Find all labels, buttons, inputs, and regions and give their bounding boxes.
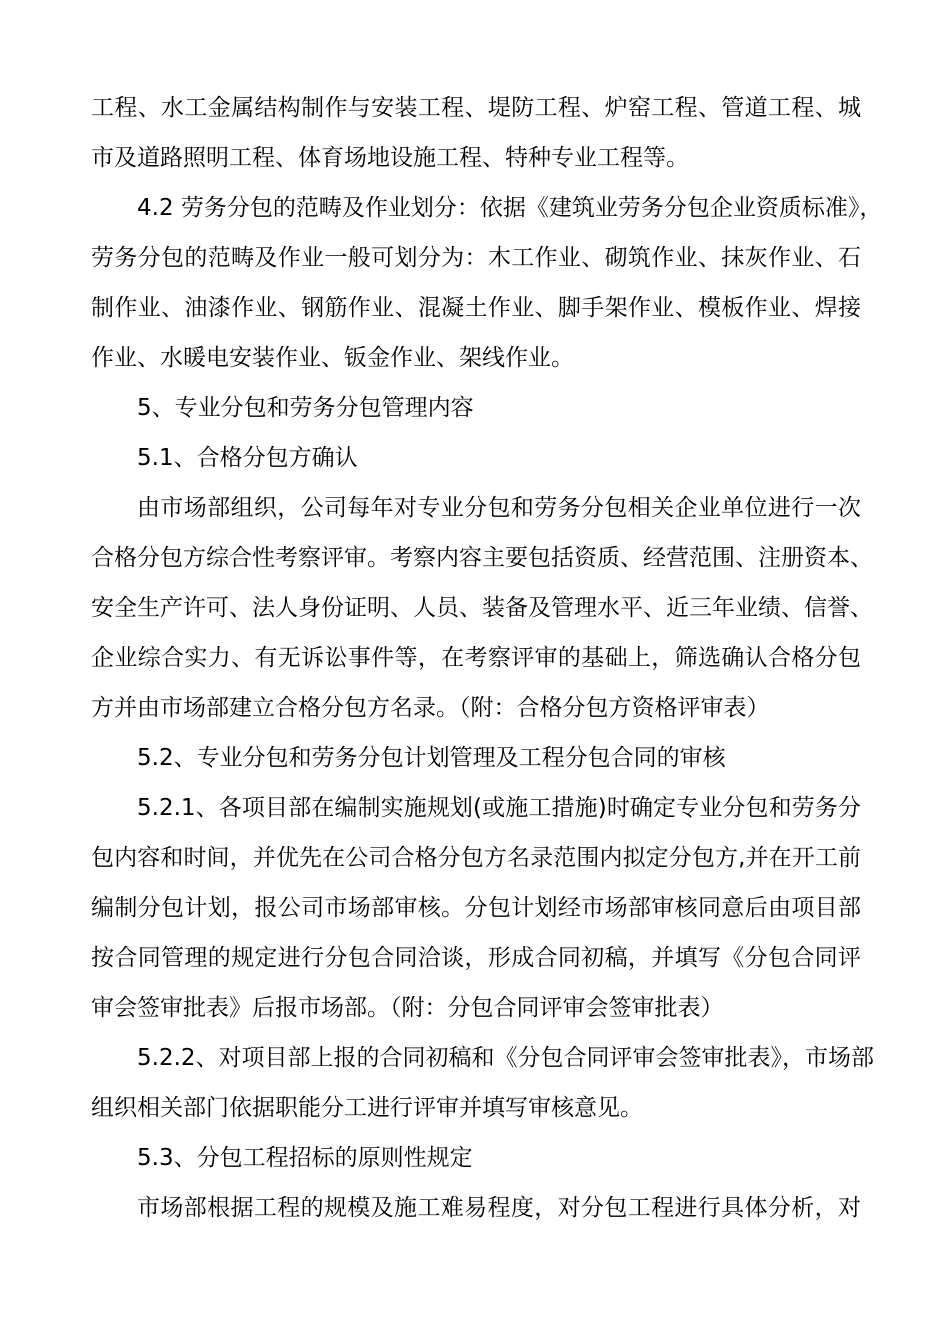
- text-line: 包内容和时间，并优先在公司合格分包方名录范围内拟定分包方,并在开工前: [91, 845, 861, 871]
- section-heading: 5、专业分包和劳务分包管理内容: [137, 395, 474, 421]
- text-line: 安全生产许可、法人身份证明、人员、装备及管理水平、近三年业绩、信誉、: [91, 595, 873, 621]
- text-line: 按合同管理的规定进行分包合同洽谈，形成合同初稿，并填写《分包合同评: [91, 945, 861, 971]
- text-line: 作业、水暖电安装作业、钣金作业、架线作业。: [91, 345, 574, 371]
- text-line: 编制分包计划，报公司市场部审核。分包计划经市场部审核同意后由项目部: [91, 895, 861, 921]
- text-line: 审会签审批表》后报市场部。（附：分包合同评审会签审批表）: [91, 995, 724, 1021]
- text-line: 制作业、油漆作业、钢筋作业、混凝土作业、脚手架作业、模板作业、焊接: [91, 295, 861, 321]
- subsection-heading: 5.2、专业分包和劳务分包计划管理及工程分包合同的审核: [137, 745, 726, 771]
- text-line: 工程、水工金属结构制作与安装工程、堤防工程、炉窑工程、管道工程、城: [91, 95, 861, 121]
- text-line: 企业综合实力、有无诉讼事件等，在考察评审的基础上，筛选确认合格分包: [91, 645, 861, 671]
- text-line: 市场部根据工程的规模及施工难易程度，对分包工程进行具体分析，对: [137, 1195, 861, 1221]
- text-line: 市及道路照明工程、体育场地设施工程、特种专业工程等。: [91, 145, 689, 171]
- subsection-heading: 5.1、合格分包方确认: [137, 445, 358, 471]
- text-line: 方并由市场部建立合格分包方名录。（附：合格分包方资格评审表）: [91, 695, 770, 721]
- text-line: 4.2 劳务分包的范畴及作业划分：依据《建筑业劳务分包企业资质标准》，: [137, 195, 883, 221]
- text-line: 5.2.1、各项目部在编制实施规划(或施工措施)时确定专业分包和劳务分: [137, 795, 861, 821]
- text-line: 组织相关部门依据职能分工进行评审并填写审核意见。: [91, 1095, 643, 1121]
- text-line: 5.2.2、对项目部上报的合同初稿和《分包合同评审会签审批表》，市场部: [137, 1045, 875, 1071]
- text-line: 合格分包方综合性考察评审。考察内容主要包括资质、经营范围、注册资本、: [91, 545, 873, 571]
- subsection-heading: 5.3、分包工程招标的原则性规定: [137, 1145, 473, 1171]
- text-line: 劳务分包的范畴及作业一般可划分为：木工作业、砌筑作业、抹灰作业、石: [91, 245, 861, 271]
- text-line: 由市场部组织，公司每年对专业分包和劳务分包相关企业单位进行一次: [137, 495, 861, 521]
